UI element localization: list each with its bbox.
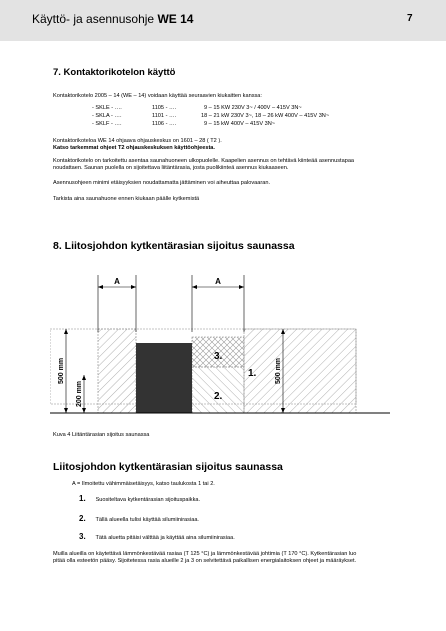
zone-1-label: 1. [248, 368, 257, 379]
list-item-number: 3. [79, 532, 86, 541]
dim-a-right-label: A [215, 277, 221, 286]
footer-note-line-2: pitää olla esteetön pääsy. Sijoitetessa rasia alueille 2 ja 3 on selvitettävä paikallisen energialaitoksen ohjeet ja määräykset. [53, 558, 357, 564]
header-title-prefix: Käyttö- ja asennusohje [32, 12, 155, 26]
heater-code: 1105 - …. [152, 105, 177, 111]
zone-3-label: 3. [214, 351, 223, 362]
list-item [79, 514, 199, 523]
heater-shape [136, 343, 192, 413]
header-title [32, 12, 193, 26]
figure-caption: Kuva 4 Liitäntärasian sijoitus saunassa [53, 432, 150, 438]
heater-code: 1101 - …. [152, 113, 177, 119]
list-item-number: 2. [79, 514, 86, 523]
page-header [0, 0, 446, 41]
section7-intro: Kontaktorikotelo 2005 – 14 (WE – 14) voidaan käyttää seuraavien kiukaitten kanssa: [53, 93, 262, 99]
heater-model: - SKLE - …. [92, 105, 122, 111]
dim-200-label: 200 mm [76, 380, 83, 408]
heater-code: 1106 - …. [152, 121, 177, 127]
heater-model: - SKLA - …. [92, 113, 122, 119]
zone-2-left-area [98, 329, 136, 413]
heater-spec: 9 – 15 kW 400V – 415V 3N~ [204, 121, 276, 127]
install-line-1: Kontaktorikotelo on tarkoitettu asentaa saunahuoneen ulkopuolelle. Kaapelien asennus on tehtävä kiinteää asennustapaa [53, 158, 355, 164]
list-item-text: Tällä alueella tulisi käyttää silumiinirasiaa. [95, 517, 199, 523]
list-item [79, 494, 200, 503]
heater-spec: 9 – 15 KW 230V 3~ / 400V – 415V 3N~ [204, 105, 302, 111]
heater-model: - SKLF - …. [92, 121, 122, 127]
connection-heading: Liitosjohdon kytkentärasian sijoitus saunassa [53, 461, 283, 473]
heater-row-2 [0, 113, 446, 121]
zone-2-right-area [192, 367, 244, 413]
check-note: Tarkista aina saunahuone ennen kiukaan päälle kytkemistä [53, 196, 200, 202]
list-item-text: Suositeltava kytkentärasian sijoituspaikka. [95, 497, 201, 503]
heater-row-1 [0, 105, 446, 113]
distance-warning: Asennusohjeen minimi etäisyyksien noudattamatta jättäminen voi aiheuttaa palovaaran. [53, 180, 271, 186]
list-item-text: Tätä aluetta pitäisi välttää ja käyttää aina silumiinirasiaa. [95, 535, 235, 541]
install-line-2: noudattaen. Saunan puolella on sijoitettava liitäntärasia, josta puolikiinteä asennus kiukaaseen. [53, 165, 289, 171]
section8-heading: 8. Liitosjohdon kytkentärasian sijoitus saunassa [53, 240, 295, 252]
zone-2-label: 2. [214, 391, 223, 402]
dim-500-right-label: 500 mm [275, 357, 282, 385]
a-definition: A = Ilmoitettu vähimmäisetäisyys, katso taulukosta 1 tai 2. [72, 481, 215, 487]
heater-spec: 18 – 21 kW 230V 3~, 18 – 26 kW 400V – 415V 3N~ [201, 113, 330, 119]
page-number: 7 [407, 13, 413, 24]
control-note-bold: Katso tarkemmat ohjeet T2 ohjauskeskuksen käyttöohjeesta. [53, 145, 215, 151]
list-item [79, 532, 235, 541]
control-line: Kontaktorikoteloa WE 14 ohjaava ohjauskeskus on 1601 – 28 ( T2 ). [53, 138, 222, 144]
junction-box-diagram [50, 270, 390, 430]
header-model: WE 14 [157, 12, 194, 26]
dim-a-left-label: A [114, 277, 120, 286]
zone-1-area [244, 329, 356, 413]
heater-row-3 [0, 121, 446, 129]
section7-heading: 7. Kontaktorikotelon käyttö [53, 67, 176, 78]
footer-note-line-1: Muilla alueilla on käytettävä lämmönkestävää rasiaa (T 125 °C) ja lämmönkestävää johtimia (T 170 °C). Kytkentärasian luo [53, 551, 357, 557]
list-item-number: 1. [79, 494, 86, 503]
dim-500-left-label: 500 mm [58, 357, 65, 385]
